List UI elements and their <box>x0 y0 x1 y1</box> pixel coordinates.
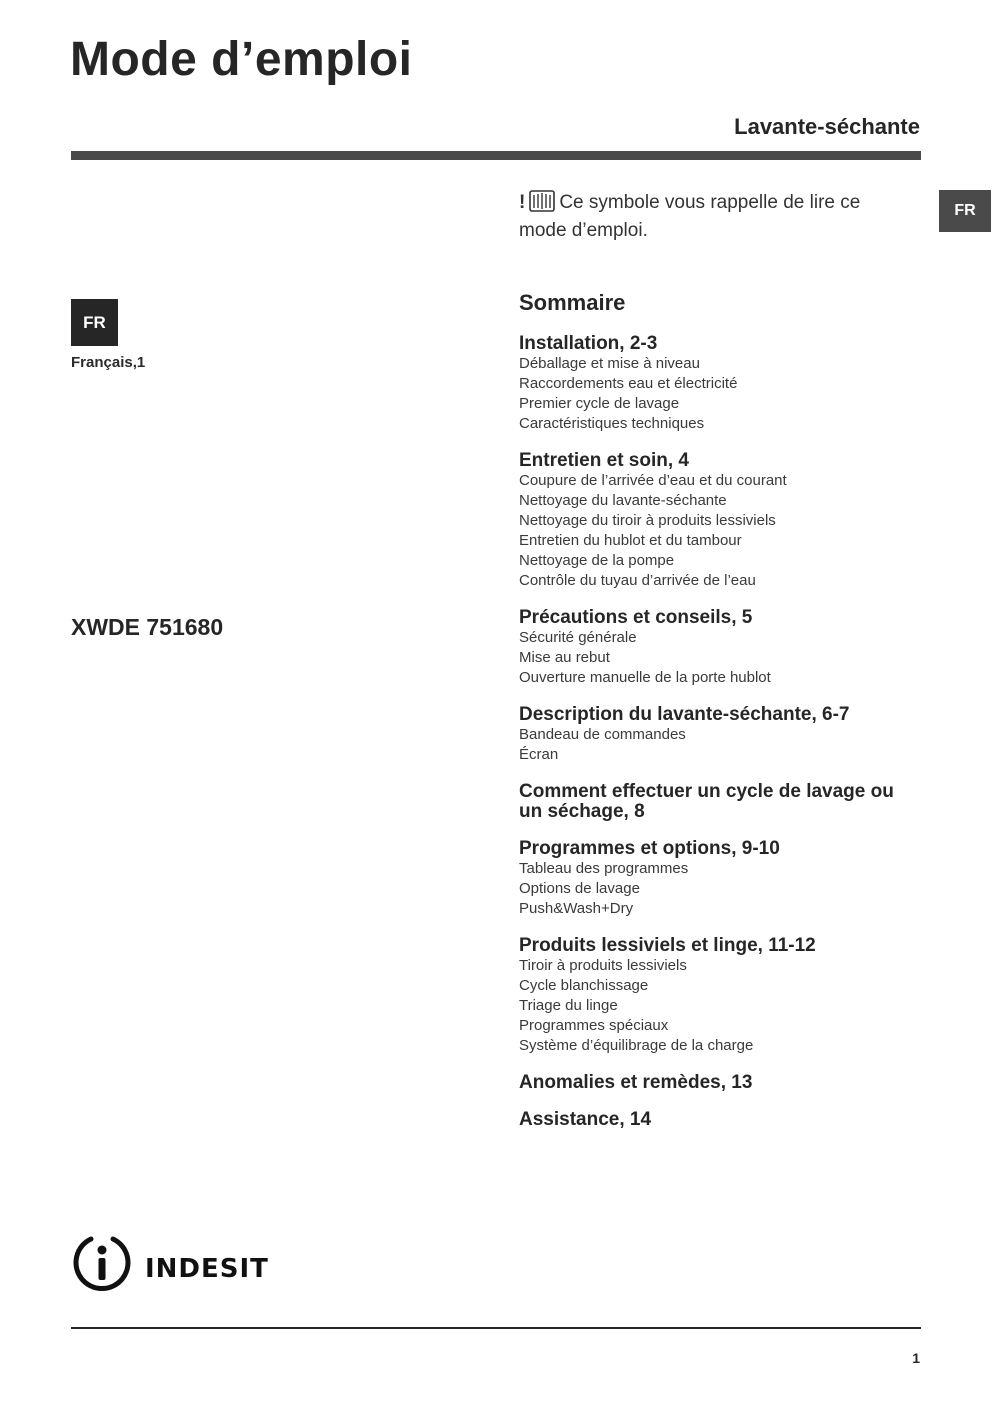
toc-item[interactable]: Contrôle du tuyau d’arrivée de l’eau <box>519 572 756 589</box>
toc-section-installation <box>519 334 919 434</box>
toc-item[interactable]: Push&Wash+Dry <box>519 900 634 917</box>
toc-section-detergents <box>519 936 919 1056</box>
toc-item[interactable]: Premier cycle de lavage <box>519 395 680 412</box>
toc-heading[interactable]: Comment effectuer un cycle de lavage ou un séchage, 8 <box>519 781 894 822</box>
toc-item[interactable]: Tiroir à produits lessiviels <box>519 957 687 974</box>
toc-section-how-to <box>519 782 919 822</box>
toc-item[interactable]: Déballage et mise à niveau <box>519 355 700 372</box>
toc-section-programs <box>519 839 919 919</box>
toc-section-troubleshooting <box>519 1073 919 1093</box>
product-type: Lavante-séchante <box>734 114 920 139</box>
toc-section-description <box>519 705 919 765</box>
toc-item[interactable]: Raccordements eau et électricité <box>519 375 738 392</box>
page-number: 1 <box>912 1350 920 1366</box>
toc-item[interactable]: Sécurité générale <box>519 629 637 646</box>
toc-item[interactable]: Mise au rebut <box>519 649 610 666</box>
brand-wordmark: indesit <box>145 1242 269 1286</box>
toc-item[interactable]: Nettoyage du tiroir à produits lessiviels <box>519 512 776 529</box>
table-of-contents <box>519 290 919 1147</box>
toc-item[interactable]: Écran <box>519 746 559 763</box>
brand-logo <box>71 1234 269 1294</box>
page-title: Mode d’emploi <box>70 33 413 86</box>
toc-item[interactable]: Cycle blanchissage <box>519 977 649 994</box>
notice-text: Ce symbole vous rappelle de lire ce mode d’emploi. <box>519 192 861 241</box>
reading-notice <box>519 190 909 243</box>
toc-item[interactable]: Système d’équilibrage de la charge <box>519 1037 754 1054</box>
toc-item[interactable]: Nettoyage de la pompe <box>519 552 675 569</box>
toc-heading[interactable]: Assistance, 14 <box>519 1109 652 1130</box>
toc-heading[interactable]: Entretien et soin, 4 <box>519 450 689 471</box>
header-divider <box>71 151 921 160</box>
toc-heading[interactable]: Anomalies et remèdes, 13 <box>519 1072 753 1093</box>
language-badge: FR <box>71 299 118 346</box>
toc-heading[interactable]: Précautions et conseils, 5 <box>519 607 753 628</box>
toc-section-precautions <box>519 608 919 688</box>
model-number: XWDE 751680 <box>71 614 224 640</box>
toc-section-maintenance <box>519 451 919 591</box>
toc-item[interactable]: Triage du linge <box>519 997 618 1014</box>
toc-item[interactable]: Entretien du hublot et du tambour <box>519 532 742 549</box>
footer-divider <box>71 1327 921 1329</box>
toc-item[interactable]: Caractéristiques techniques <box>519 415 705 432</box>
toc-heading[interactable]: Installation, 2-3 <box>519 333 658 354</box>
manual-book-icon <box>529 190 555 219</box>
toc-item[interactable]: Nettoyage du lavante-séchante <box>519 492 727 509</box>
toc-item[interactable]: Tableau des programmes <box>519 860 689 877</box>
toc-item[interactable]: Bandeau de commandes <box>519 726 686 743</box>
toc-heading[interactable]: Description du lavante-séchante, 6-7 <box>519 704 850 725</box>
language-side-tab[interactable]: FR <box>939 190 991 232</box>
toc-heading[interactable]: Programmes et options, 9-10 <box>519 838 780 859</box>
toc-title: Sommaire <box>519 290 626 315</box>
warning-mark: ! <box>519 192 526 213</box>
toc-item[interactable]: Coupure de l’arrivée d’eau et du courant <box>519 472 787 489</box>
toc-section-assistance <box>519 1110 919 1130</box>
toc-item[interactable]: Ouverture manuelle de la porte hublot <box>519 669 771 686</box>
toc-heading[interactable]: Produits lessiviels et linge, 11-12 <box>519 935 816 956</box>
indesit-emblem-icon <box>71 1231 133 1298</box>
toc-item[interactable]: Options de lavage <box>519 880 640 897</box>
toc-item[interactable]: Programmes spéciaux <box>519 1017 669 1034</box>
language-entry: Français,1 <box>71 354 146 371</box>
